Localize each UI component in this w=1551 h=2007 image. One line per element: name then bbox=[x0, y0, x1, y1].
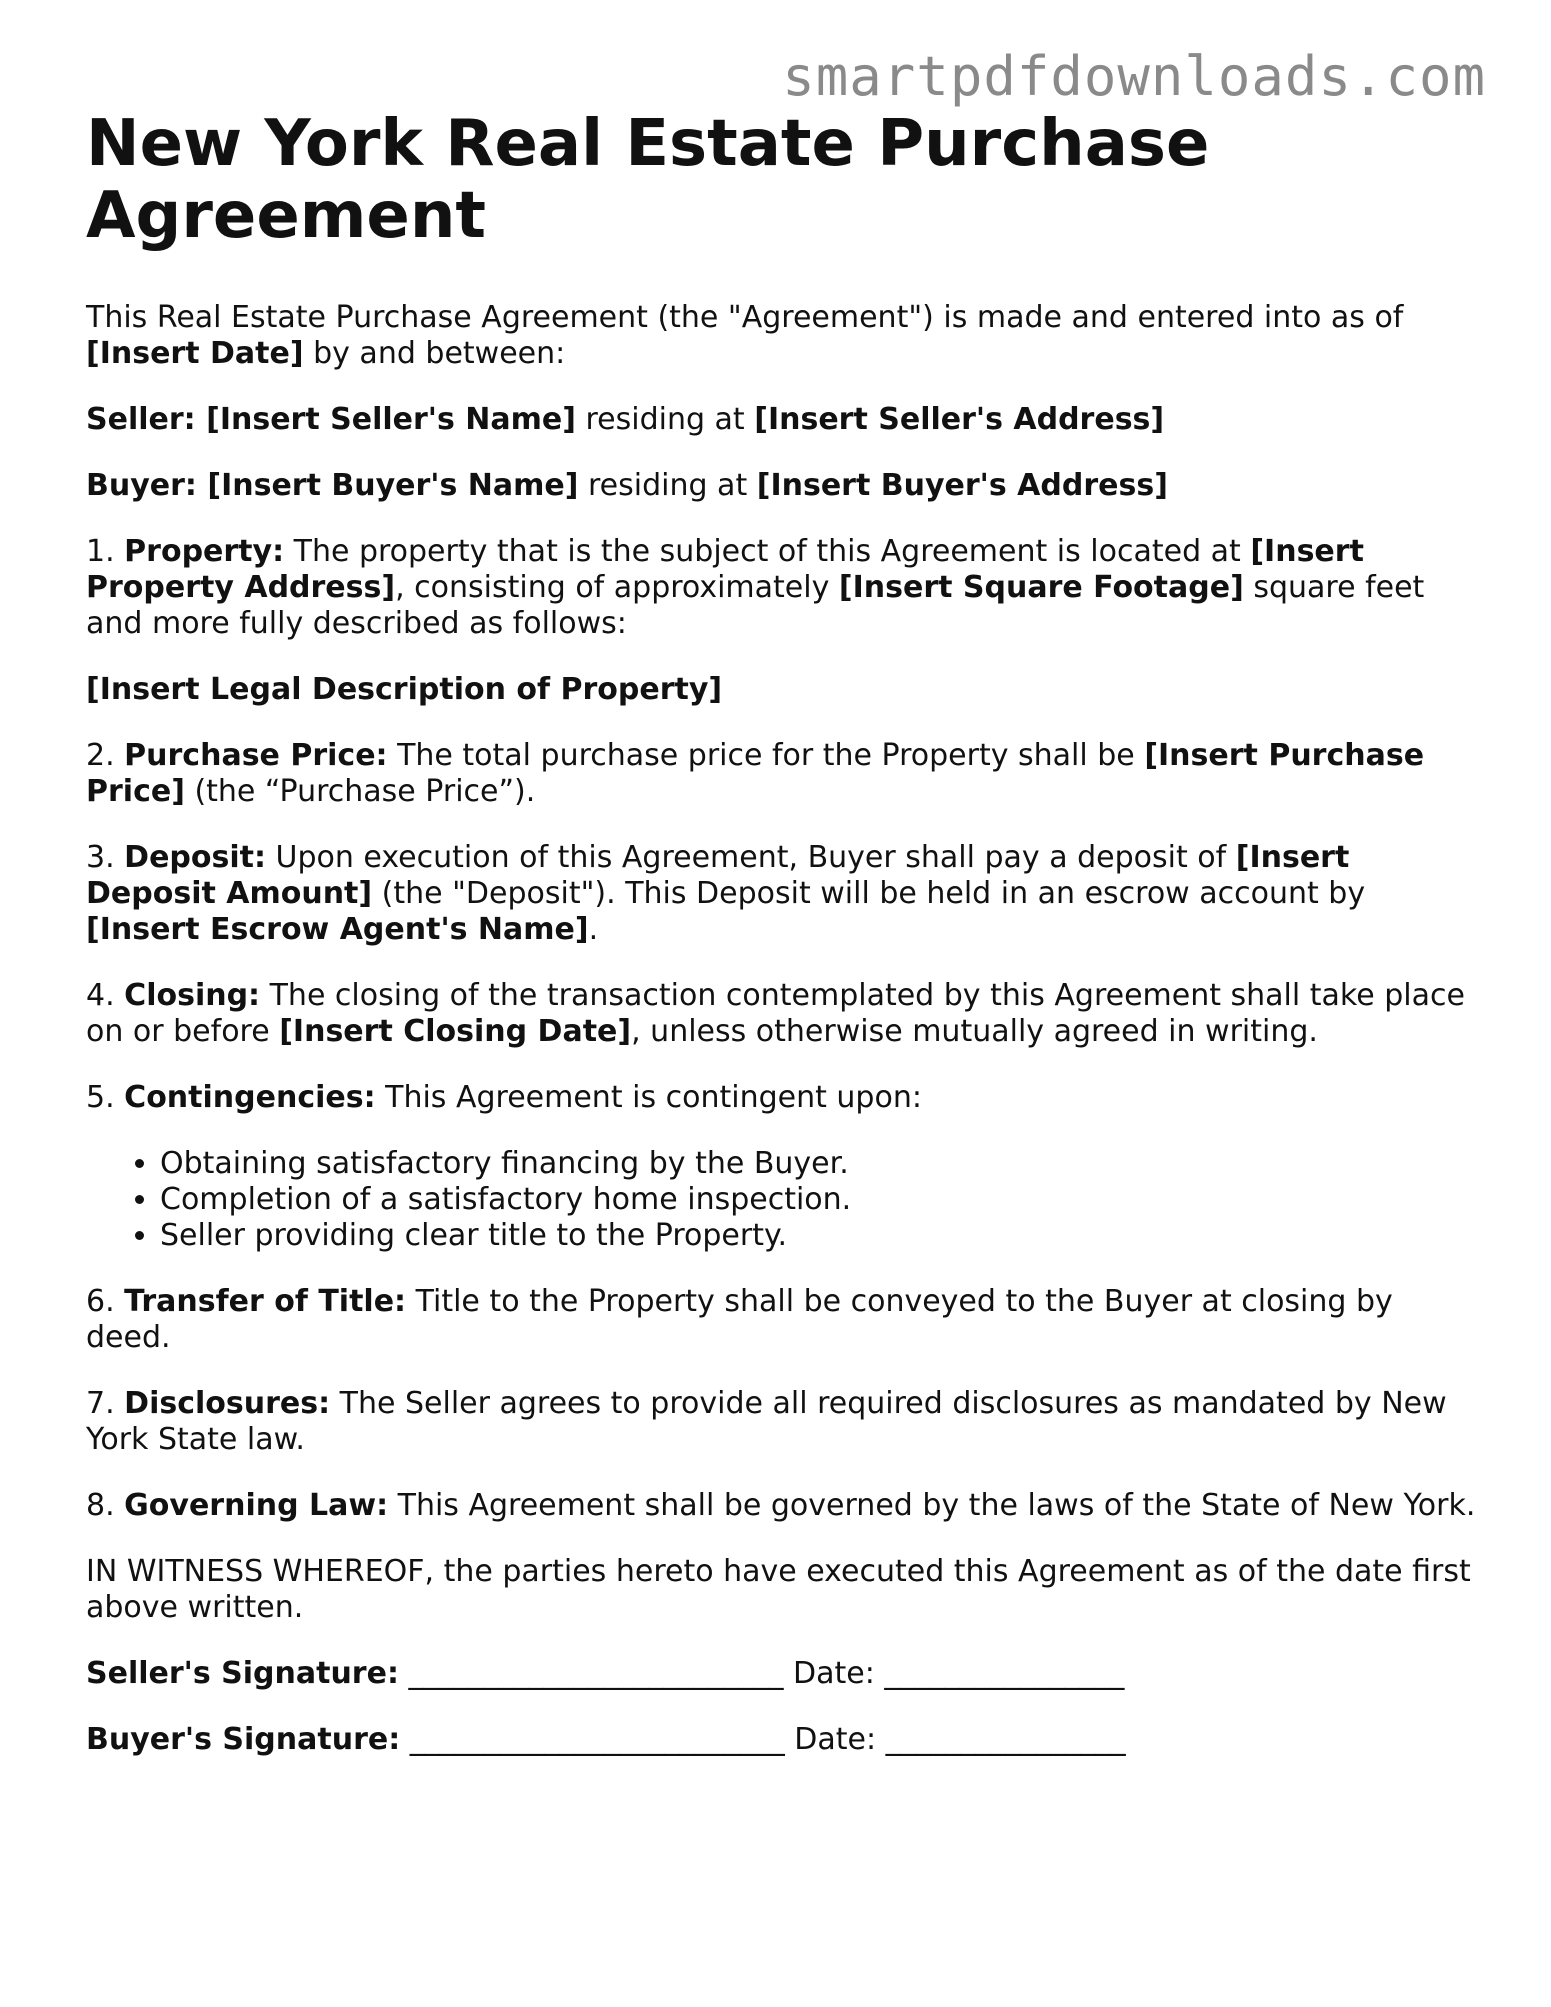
list-item: • Seller providing clear title to the Property. bbox=[160, 1218, 1476, 1254]
section-number: 5. bbox=[86, 1080, 125, 1115]
section-number: 4. bbox=[86, 978, 125, 1013]
section-heading: Purchase Price: bbox=[124, 738, 388, 773]
document-body bbox=[86, 108, 1476, 1788]
buyer-mid: residing at bbox=[578, 468, 757, 503]
witness-paragraph: IN WITNESS WHEREOF, the parties hereto have executed this Agreement as of the date first above written. bbox=[86, 1554, 1471, 1625]
section-heading: Property: bbox=[124, 534, 285, 569]
seller-signature-blank: _________________________ Date: ________________ bbox=[398, 1656, 1125, 1691]
intro-paragraph bbox=[86, 300, 1476, 372]
intro-text: This Real Estate Purchase Agreement (the "Agreement") is made and entered into as of bbox=[86, 300, 1404, 335]
escrow-agent-placeholder: [Insert Escrow Agent's Name] bbox=[86, 912, 589, 947]
section-deposit bbox=[86, 840, 1476, 948]
section-heading: Deposit: bbox=[124, 840, 266, 875]
section-number: 7. bbox=[86, 1386, 125, 1421]
document-title: New York Real Estate Purchase Agreement bbox=[86, 107, 1210, 253]
square-footage: [Insert Square Footage] bbox=[838, 570, 1244, 605]
purchase-price-placeholder: [Insert Purchase Price] bbox=[86, 738, 1425, 809]
section-number: 2. bbox=[86, 738, 125, 773]
section-heading: Contingencies: bbox=[124, 1080, 376, 1115]
section-heading: Governing Law: bbox=[124, 1488, 389, 1523]
section-contingencies bbox=[86, 1080, 1476, 1116]
watermark: smartpdfdownloads.com bbox=[782, 45, 1486, 108]
section-text: The property that is the subject of this Agreement is located at bbox=[284, 534, 1251, 569]
deposit-amount-placeholder: [Insert Deposit Amount] bbox=[86, 840, 1350, 911]
buyer-signature-line bbox=[86, 1722, 1476, 1758]
buyer-address: [Insert Buyer's Address] bbox=[756, 468, 1168, 503]
section-number: 6. bbox=[86, 1284, 125, 1319]
legal-description-placeholder: [Insert Legal Description of Property] bbox=[86, 672, 723, 707]
section-text: (the "Deposit"). This Deposit will be held in an escrow account by bbox=[372, 876, 1366, 911]
seller-signature-line bbox=[86, 1656, 1476, 1692]
date-placeholder: [Insert Date] bbox=[86, 336, 304, 371]
section-text: square feet and more fully described as follows: bbox=[86, 570, 1425, 641]
buyer-name: Buyer: [Insert Buyer's Name] bbox=[86, 468, 579, 503]
section-text: The Seller agrees to provide all required disclosures as mandated by New York State law. bbox=[86, 1386, 1447, 1457]
section-number: 8. bbox=[86, 1488, 125, 1523]
section-heading: Closing: bbox=[124, 978, 261, 1013]
list-item: • Obtaining satisfactory financing by the Buyer. bbox=[160, 1146, 1476, 1182]
section-number: 1. bbox=[86, 534, 125, 569]
section-heading: Transfer of Title: bbox=[124, 1284, 407, 1319]
section-governing-law bbox=[86, 1488, 1476, 1524]
section-text: This Agreement is contingent upon: bbox=[375, 1080, 922, 1115]
section-text: , unless otherwise mutually agreed in writing. bbox=[631, 1014, 1318, 1049]
seller-name: Seller: [Insert Seller's Name] bbox=[86, 402, 576, 437]
section-heading: Disclosures: bbox=[124, 1386, 331, 1421]
intro-text-after: by and between: bbox=[303, 336, 566, 371]
buyer-line bbox=[86, 468, 1476, 504]
section-text: Upon execution of this Agreement, Buyer shall pay a deposit of bbox=[265, 840, 1236, 875]
contingencies-list bbox=[86, 1146, 1476, 1254]
seller-signature-label: Seller's Signature: bbox=[86, 1656, 399, 1691]
seller-address: [Insert Seller's Address] bbox=[754, 402, 1165, 437]
closing-date-placeholder: [Insert Closing Date] bbox=[279, 1014, 632, 1049]
section-disclosures bbox=[86, 1386, 1476, 1458]
property-address: [Insert Property Address] bbox=[86, 534, 1364, 605]
section-text: (the “Purchase Price”). bbox=[184, 774, 536, 809]
list-item: • Completion of a satisfactory home inspection. bbox=[160, 1182, 1476, 1218]
section-closing bbox=[86, 978, 1476, 1050]
section-text: , consisting of approximately bbox=[395, 570, 839, 605]
section-text: The total purchase price for the Property shall be bbox=[387, 738, 1145, 773]
section-text: . bbox=[588, 912, 599, 947]
section-text: Title to the Property shall be conveyed to the Buyer at closing by deed. bbox=[86, 1284, 1393, 1355]
section-transfer-of-title bbox=[86, 1284, 1476, 1356]
section-text: The closing of the transaction contemplated by this Agreement shall take place on or before bbox=[86, 978, 1465, 1049]
section-purchase-price bbox=[86, 738, 1476, 810]
section-property bbox=[86, 534, 1476, 642]
buyer-signature-label: Buyer's Signature: bbox=[86, 1722, 401, 1757]
legal-description bbox=[86, 672, 1476, 708]
seller-mid: residing at bbox=[575, 402, 755, 437]
buyer-signature-blank: _________________________ Date: ________________ bbox=[400, 1722, 1126, 1757]
section-text: This Agreement shall be governed by the laws of the State of New York. bbox=[388, 1488, 1476, 1523]
section-number: 3. bbox=[86, 840, 125, 875]
seller-line bbox=[86, 402, 1476, 438]
